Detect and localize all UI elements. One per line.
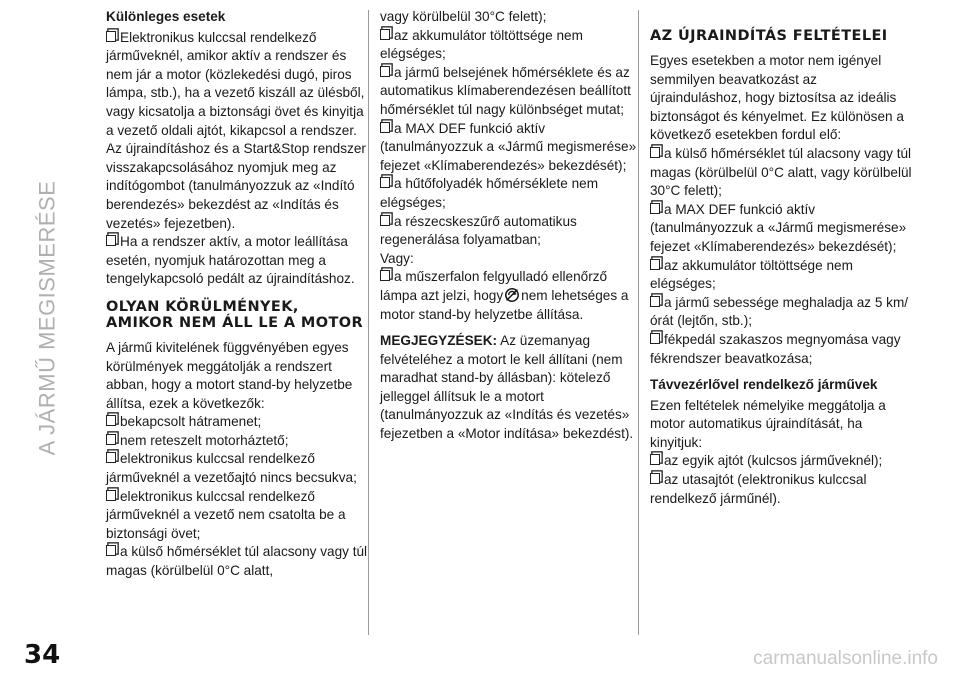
special-cases-title: Különleges esetek	[106, 9, 226, 24]
list-item: a műszerfalon felgyulladó ellenőrző lámpa azt jelzi, hogy nem lehetséges a motor stand-by helyzetbe állítása.	[380, 269, 629, 322]
start-stop-warning-lamp-icon	[504, 287, 520, 303]
list-item: bekapcsolt hátramenet;	[106, 413, 368, 432]
note-paragraph: MEGJEGYZÉSEK: Az üzemanyag felvételéhez a motort le kell állítani (nem maradhat stand-by állásban): kötelező jelleggel állítsuk le a motort (tanulmányozzuk az «Indítás és vezetés» fejezetben a «Motor indítása» bekezdést).	[380, 333, 634, 442]
subsection-intro: Ezen feltételek némelyike meggátolja a motor automatikus újraindítását, ha kinyitjuk:	[650, 397, 886, 450]
square-bullet-icon	[106, 490, 116, 501]
square-bullet-icon	[380, 122, 390, 133]
list-item: az egyik ajtót (kulcsos járműveknél);	[650, 452, 912, 471]
subsection-title: Távvezérlővel rendelkező járművek	[650, 377, 878, 393]
square-bullet-icon	[380, 29, 390, 40]
list-item: elektronikus kulccsal rendelkező járműveknél a vezetőajtó nincs becsukva;	[106, 451, 357, 486]
list-item: Ha a rendszer aktív, a motor leállítása esetén, nyomjuk határozottan meg a tengelykapcsoló pedált az újraindításhoz.	[106, 234, 355, 287]
list-item: a részecskeszűrő automatikus regenerálása folyamatban;	[380, 213, 577, 248]
square-bullet-icon	[106, 452, 116, 463]
or-label: Vagy:	[380, 250, 414, 266]
list-item: az akkumulátor töltöttsége nem elégséges;	[380, 27, 583, 62]
note-label: MEGJEGYZÉSEK:	[380, 333, 498, 349]
column-3	[650, 8, 912, 508]
square-bullet-icon	[650, 333, 660, 344]
list-item: fékpedál szakaszos megnyomása vagy fékrendszer beavatkozása;	[650, 331, 901, 366]
list-item: Elektronikus kulccsal rendelkező járműveknél, amikor aktív a rendszer és nem jár a motor (közlekedési dugó, piros lámpa, stb.), ha a vezető kiszáll az ülésből, vagy kicsatolja a biztonsági övet és kinyitja a vezető oldali ajtót, kikapcsol a rendszer. Az újraindításhoz és a Start&Stop rendszer visszakapcsolásához nyomjuk meg az indítógombot (tanulmányozzuk az «Indító berendezés» bekezdést az «Indítás és vezetés» fejezetben).	[106, 29, 366, 231]
square-bullet-icon	[380, 215, 390, 226]
list-item: elektronikus kulccsal rendelkező járműveknél a vezető nem csatolta be a biztonsági övet;	[106, 488, 346, 541]
column-2	[380, 8, 642, 444]
square-bullet-icon	[650, 296, 660, 307]
square-bullet-icon	[650, 259, 660, 270]
column-1	[106, 8, 368, 581]
list-item: az utasajtót (elektronikus kulccsal rendelkező járműnél).	[650, 472, 867, 506]
list-item: nem reteszelt motorháztető;	[106, 432, 368, 451]
list-item: a hűtőfolyadék hőmérséklete nem elégséges;	[380, 176, 599, 210]
section-heading: OLYAN KÖRÜLMÉNYEK, AMIKOR NEM ÁLL LE A MOTOR	[106, 298, 364, 331]
continuation-text: vagy körülbelül 30°C felett);	[380, 9, 547, 24]
square-bullet-icon	[380, 66, 390, 77]
list-item: a MAX DEF funkció aktív (tanulmányozzuk a «Jármű megismerése» fejezet «Klímaberendezés» bekezdését);	[650, 201, 907, 254]
page-number: 34	[24, 640, 61, 670]
chapter-side-label: A JÁRMŰ MEGISMERÉSE	[34, 180, 59, 456]
square-bullet-icon	[106, 235, 116, 246]
watermark: carmanualsonline.info	[753, 648, 938, 669]
list-item: a MAX DEF funkció aktív (tanulmányozzuk a «Jármű megismerése» fejezet «Klímaberendezés» bekezdését);	[380, 120, 637, 173]
square-bullet-icon	[380, 270, 390, 281]
section-heading: AZ ÚJRAINDÍTÁS FELTÉTELEI	[650, 28, 888, 44]
square-bullet-icon	[380, 177, 390, 188]
square-bullet-icon	[650, 203, 660, 214]
square-bullet-icon	[106, 415, 116, 426]
square-bullet-icon	[106, 545, 116, 556]
square-bullet-icon	[650, 473, 660, 484]
square-bullet-icon	[106, 434, 116, 445]
square-bullet-icon	[650, 147, 660, 158]
section-intro: A jármű kivitelének függvényében egyes körülmények meggátolják a rendszert abban, hogy a motort stand-by helyzetbe állítsa, ezek a következők:	[106, 339, 353, 411]
list-item: a jármű belsejének hőmérséklete és az automatikus klímaberendezésen beállított hőmérséklet túl nagy különbséget mutat;	[380, 64, 631, 117]
list-item: a külső hőmérséklet túl alacsony vagy túl magas (körülbelül 0°C alatt, vagy körülbelül 30°C felett);	[650, 145, 912, 199]
section-intro: Egyes esetekben a motor nem igényel semmilyen beavatkozást az újrainduláshoz, hogy biztosítsa az ideális biztonságot és kényelmet. Ez különösen a következő esetekben fordul elő:	[650, 53, 904, 143]
list-item: az akkumulátor töltöttsége nem elégséges;	[650, 257, 853, 292]
square-bullet-icon	[106, 31, 116, 42]
square-bullet-icon	[650, 454, 660, 465]
list-item: a külső hőmérséklet túl alacsony vagy túl magas (körülbelül 0°C alatt,	[106, 544, 368, 579]
list-item: a jármű sebessége meghaladja az 5 km/órát (lejtőn, stb.);	[650, 294, 909, 329]
column-divider	[368, 10, 369, 635]
